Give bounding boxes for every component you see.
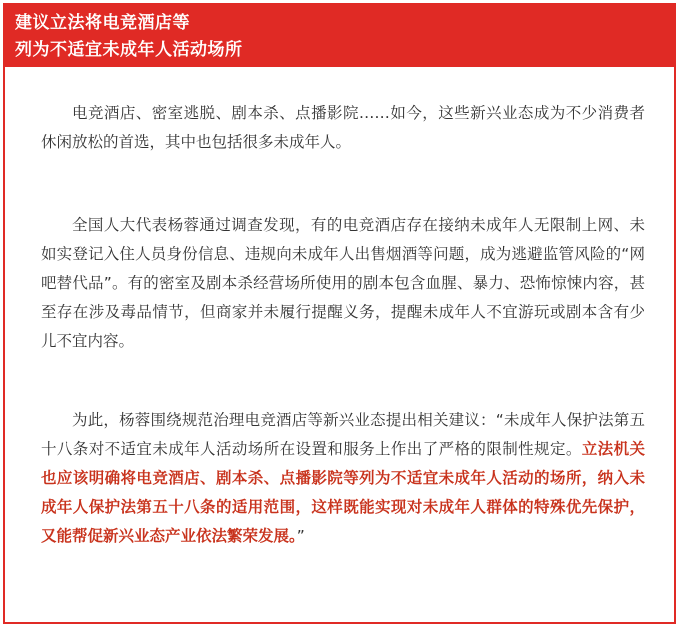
- title-line-2: 列为不适宜未成年人活动场所: [15, 40, 243, 60]
- highlighted-suggestion: 立法机关也应该明确将电竞酒店、剧本杀、点播影院等列为不适宜未成年人活动的场所，纳入未成年人保护法第五十八条的适用范围，这样既能实现对未成年人群体的特殊优先保护，又能帮促新兴业态产业依法繁荣发展。: [41, 440, 645, 545]
- suggestion-text: 为此，杨蓉围绕规范治理电竞酒店等新兴业态提出相关建议：“未成年人保护法第五十八条对不适宜未成年人活动场所在设置和服务上作出了严格的限制性规定。: [41, 411, 645, 458]
- title-line-1: 建议立法将电竞酒店等: [15, 13, 190, 33]
- paragraph-suggestion: [41, 406, 645, 551]
- paragraph-intro: 电竞酒店、密室逃脱、剧本杀、点播影院……如今，这些新兴业态成为不少消费者休闲放松的首选，其中也包括很多未成年人。: [41, 104, 645, 151]
- article-card: [3, 3, 676, 624]
- closing-quote: ”: [296, 527, 305, 545]
- paragraph-findings: 全国人大代表杨蓉通过调查发现，有的电竞酒店存在接纳未成年人无限制上网、未如实登记入住人员身份信息、违规向未成年人出售烟酒等问题，成为逃避监管风险的“网吧替代品”。有的密室及剧本杀经营场所使用的剧本包含血腥、暴力、恐怖惊悚内容，甚至存在涉及毒品情节，但商家并未履行提醒义务，提醒未成年人不宜游玩或剧本含有少儿不宜内容。: [41, 216, 645, 350]
- title-banner: [5, 5, 674, 67]
- article-body: [5, 99, 674, 551]
